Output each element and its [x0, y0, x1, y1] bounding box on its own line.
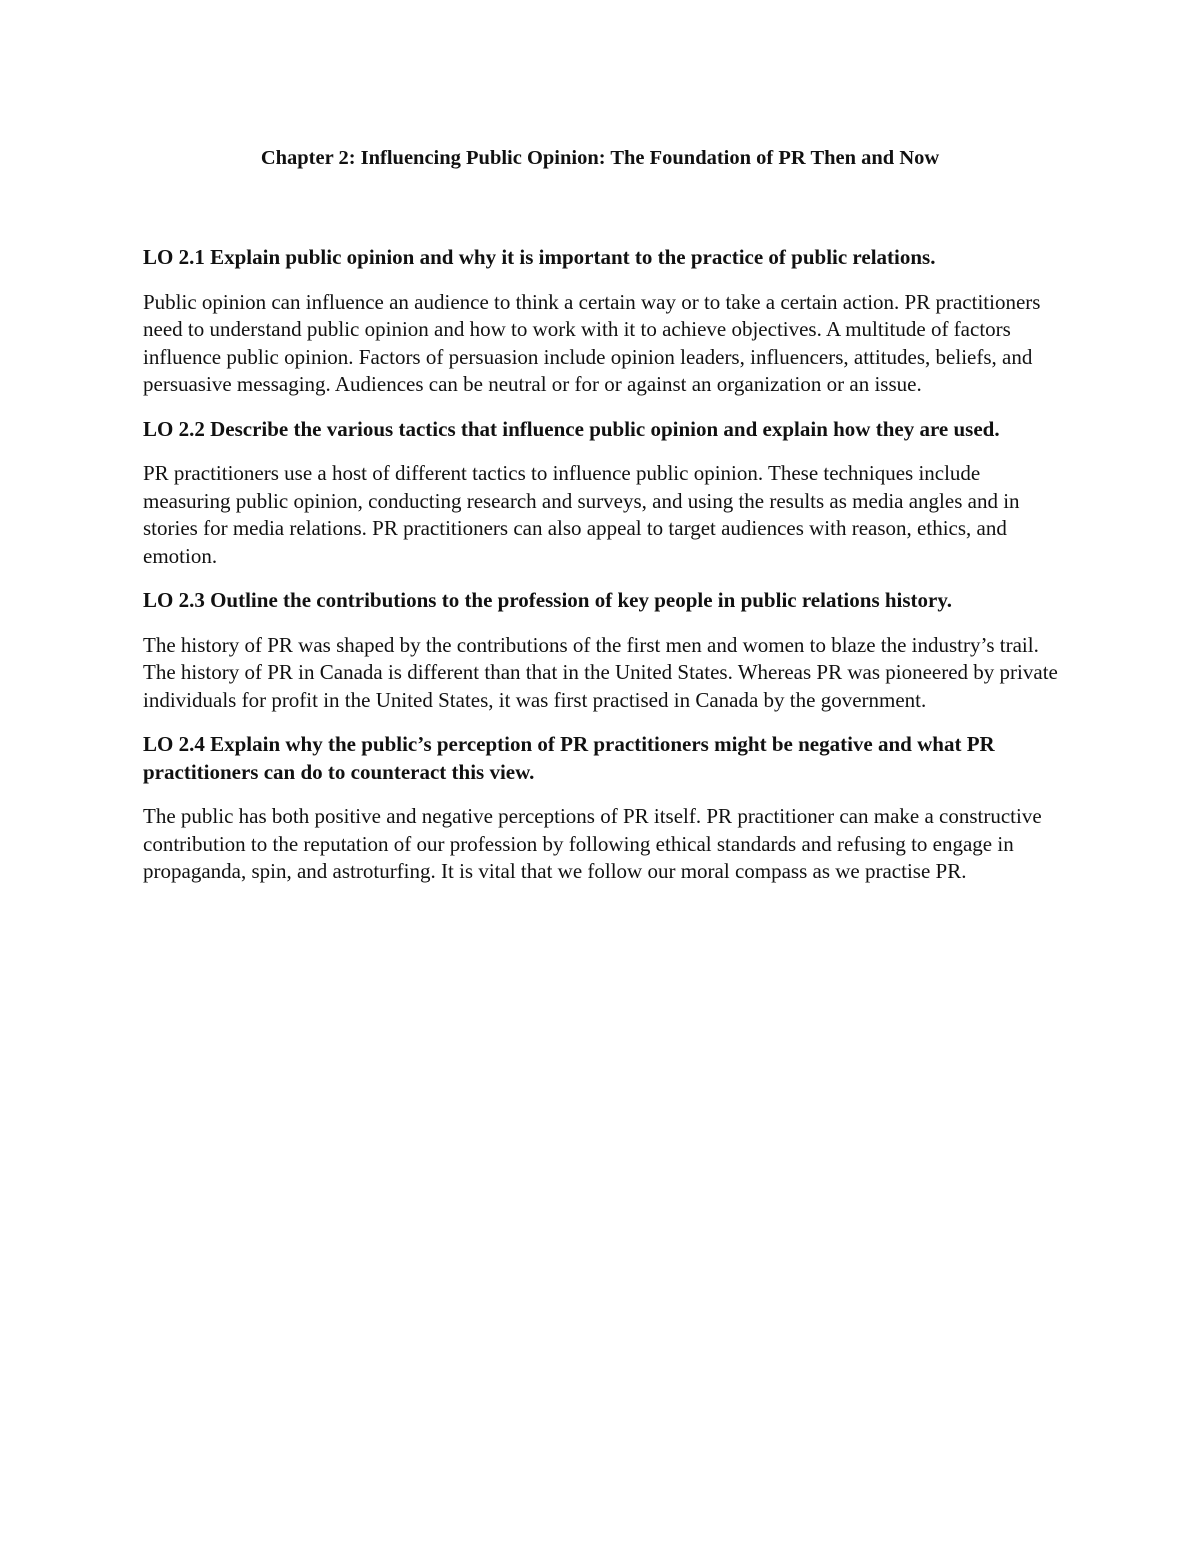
section-lo-2-2 [143, 416, 1063, 571]
section-heading: LO 2.1 Explain public opinion and why it is important to the practice of public relations. [143, 245, 936, 269]
section-heading: LO 2.4 Explain why the public’s perception of PR practitioners might be negative and what PR practitioners can do to counteract this view. [143, 732, 995, 784]
section-body: Public opinion can influence an audience to think a certain way or to take a certain action. PR practitioners need to understand public opinion and how to work with it to achieve objectives. A multitude of factors influence public opinion. Factors of persuasion include opinion leaders, influencers, attitudes, beliefs, and persuasive messaging. Audiences can be neutral or for or against an organization or an issue. [143, 289, 1041, 396]
section-lo-2-1 [143, 244, 1063, 399]
section-body: The history of PR was shaped by the contributions of the first men and women to blaze the industry’s trail. The history of PR in Canada is different than that in the United States. Whereas PR was pioneered by private individuals for profit in the United States, it was first practised in Canada by the government. [143, 632, 1058, 712]
page-title: Chapter 2: Influencing Public Opinion: The Foundation of PR Then and Now [260, 147, 940, 169]
section-body: The public has both positive and negative perceptions of PR itself. PR practitioner can make a constructive contribution to the reputation of our profession by following ethical standards and refusing to engage in propaganda, spin, and astroturfing. It is vital that we follow our moral compass as we practise PR. [143, 804, 1042, 883]
section-lo-2-3 [143, 587, 1063, 714]
section-heading: LO 2.3 Outline the contributions to the profession of key people in public relations history. [143, 588, 952, 612]
section-body: PR practitioners use a host of different tactics to influence public opinion. These techniques include measuring public opinion, conducting research and surveys, and using the results as media angles and in stories for media relations. PR practitioners can also appeal to target audiences with reason, ethics, and emotion. [143, 461, 1020, 568]
document-content [143, 244, 1063, 903]
section-heading: LO 2.2 Describe the various tactics that influence public opinion and explain how they are used. [143, 416, 1000, 441]
section-lo-2-4 [143, 731, 1063, 886]
